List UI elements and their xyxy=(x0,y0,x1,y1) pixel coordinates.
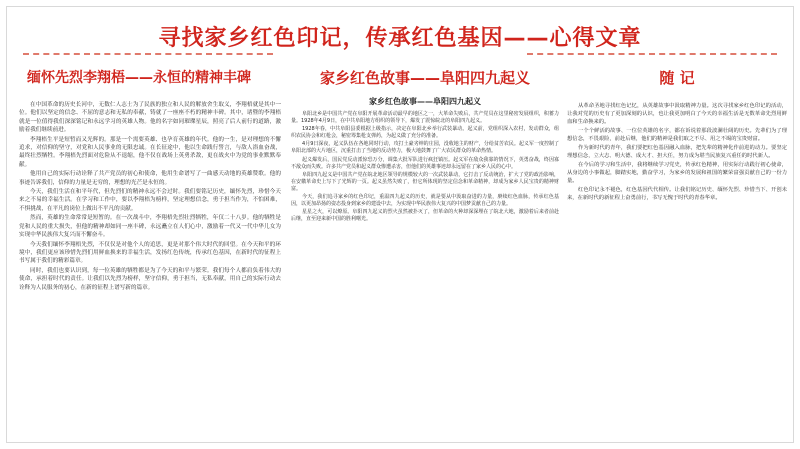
paragraph: 今天，我们追寻家乡的红色印记，重温四九起义的历史，就是要从中汲取奋进的力量，赓续红色血脉，传承红色基因，以更加昂扬的姿态投身到家乡的建设中去，为实现中华民族伟大复兴的中国梦贡献自己的力量。 xyxy=(291,194,559,208)
column-body xyxy=(567,102,787,202)
paragraph: 李翔梧生平是短暂而又光辉的。那是一个需要英雄、也孕育英雄的年代。他的一生，是对理想的不懈追求，对信仰的坚守，对党和人民事业的无限忠诚。在长征途中，他以生命践行誓言，与敌人浴血奋战，最终壮烈牺牲。李翔梧先烈面对危险从不退缩，他不仅在战场上英勇杀敌，更在战火中为党的事业默默奉献。 xyxy=(19,136,281,168)
paragraph: 然而，英雄的生命常常是短暂的。在一次战斗中，李翔梧先烈壮烈牺牲，年仅二十八岁。他的牺牲是党和人民的重大损失，但他的精神却如同一座丰碑，永远矗立在人们心中，激励着一代又一代中华儿女为实现中华民族伟大复兴而不懈奋斗。 xyxy=(19,215,281,239)
paragraph: 作为新时代的青年，我们要把红色基因融入血脉，把先辈的精神化作前进的动力。要坚定理想信念，立大志、明大德、成大才、担大任，努力成为堪当民族复兴重任的时代新人。 xyxy=(567,145,787,159)
column-notes xyxy=(567,67,787,436)
paragraph: 他用自己的实际行动诠释了共产党员的初心和使命，他用生命谱写了一曲感天动地的英雄赞歌。他的事迹告诉我们，信仰的力量是无穷的，理想的光芒是永恒的。 xyxy=(19,171,281,186)
page-frame xyxy=(6,6,794,443)
column-title: 随 记 xyxy=(659,69,695,87)
paragraph: 在今后的学习和生活中，我将继续学习党史，传承红色精神，用实际行动践行初心使命，从身边的小事做起，脚踏实地，勤奋学习，为家乡的发展和祖国的繁荣富强贡献自己的一份力量。 xyxy=(567,162,787,184)
article-subtitle: 家乡红色故事——阜阳四九起义 xyxy=(369,97,481,106)
column-title: 家乡红色故事——阜阳四九起义 xyxy=(319,69,530,87)
paragraph: 在中国革命的历史长河中，无数仁人志士为了民族的独立和人民的解放舍生取义，李翔梧就是其中一位。他们以坚定的信念、不屈的意志和无私的奉献，铸就了一座座不朽的精神丰碑。其中，诸暨的李翔梧就是一位值得我们深深铭记和永远学习的英雄人物。他的名字如同璀璨星辰，照亮了后人前行的道路，激励着我们继续前进。 xyxy=(19,102,281,134)
paragraph: 星星之火，可以燎原。阜阳四九起义的烈火虽然被扑灭了，但革命的火种却深深埋在了皖北大地，激励着后来者前赴后继，直至迎来新中国的胜利曙光。 xyxy=(291,209,559,223)
paragraph: 同时，我们也要认识到，每一位英雄的牺牲都是为了今天的和平与繁荣。我们每个人都肩负着伟大的使命，承担着时代的责任。让我们以先烈为榜样，坚守信仰，勇于担当，无私奉献，用自己的实际行动去诠释为人民服务的初心，在新的征程上谱写新的篇章。 xyxy=(19,267,281,291)
paragraph: 起义爆发后，国民党反动派惊恐万分，调集大批军队进行疯狂镇压。起义军在敌众我寡的情况下，英勇奋战，终因寡不敌众而失败。许多共产党员和起义群众惨遭杀害，但他们的英雄事迹却永远留在了家乡人民的心中。 xyxy=(291,156,559,170)
page-title: 寻找家乡红色印记，传承红色基因——心得文章 xyxy=(158,26,642,51)
paragraph: 今天我们缅怀李翔梧先烈，不仅仅是对他个人的追思，更是对那个伟大时代的回望。在今天和平的环境中，我们更应该珍惜先烈们用鲜血换来的幸福生活，发扬红色传统，传承红色基因，在新时代的征程上书写属于我们的精彩篇章。 xyxy=(19,241,281,265)
paragraph: 1928年春，中共阜阳县委根据上级指示，决定在阜阳北乡举行武装暴动。起义前，党组织深入农村，发动群众，组织农民协会和红枪会，秘密筹集枪支弹药，为起义做了充分的准备。 xyxy=(291,126,559,140)
column-body xyxy=(19,101,281,292)
title-divider-left xyxy=(23,53,273,55)
column-li-xiangwu xyxy=(19,67,281,436)
paragraph: 红色印记永不褪色，红色基因代代相传。让我们铭记历史、缅怀先烈、珍惜当下、开创未来，在新时代的新征程上奋勇前行，书写无愧于时代的青春华章。 xyxy=(567,187,787,201)
paragraph: 从革命圣地寻找红色记忆，从英雄故事中汲取精神力量。这次寻找家乡红色印记的活动，让我对党的历史有了更加深刻的认识，也让我更加明白了今天的幸福生活是无数革命先烈用鲜血和生命换来的。 xyxy=(567,103,787,125)
column-body xyxy=(291,111,559,223)
paragraph: 一个个鲜活的故事、一位位英雄的名字，都在诉说着那段波澜壮阔的历史。先辈们为了理想信念，不畏艰险，前赴后继，他们的精神是我们取之不尽、用之不竭的宝贵财富。 xyxy=(567,128,787,142)
paragraph: 阜阳北乡是中国共产党在阜阳开展革命活动最早的地区之一，大革命失败后，共产党员在这里秘密发展组织，积蓄力量。1928年4月9日，在中共阜阳地方组织的领导下，爆发了震惊皖北的阜阳四九起义。 xyxy=(291,111,559,125)
column-title: 缅怀先烈李翔梧——永恒的精神丰碑 xyxy=(27,70,251,86)
column-fuyang-uprising xyxy=(291,67,559,436)
title-divider-right xyxy=(527,53,777,55)
paragraph: 今天，我们生活在和平年代，但先烈们的精神永远不会过时。我们要铭记历史，缅怀先烈，珍惜今天来之不易的幸福生活。在学习和工作中，要以李翔梧为榜样，坚定理想信念，勇于担当作为，不怕困难，不惧挑战，在平凡的岗位上做出不平凡的贡献。 xyxy=(19,189,281,212)
paragraph: 4月9日深夜，起义队伍在各地同时行动，攻打土豪劣绅的庄园，没收地主的财产，分给贫苦农民。起义军一度控制了阜阳北部的大片地区，沉重打击了当地的反动势力，极大地鼓舞了广大农民群众的革命热情。 xyxy=(291,141,559,155)
paragraph: 阜阳四九起义是中国共产党在皖北地区领导的规模较大的一次武装暴动，它打击了反动统治，扩大了党的政治影响，在安徽革命史上写下了光辉的一页。起义虽然失败了，但它所体现的坚定信念和革命精神，却成为家乡人民宝贵的精神财富。 xyxy=(291,171,559,192)
